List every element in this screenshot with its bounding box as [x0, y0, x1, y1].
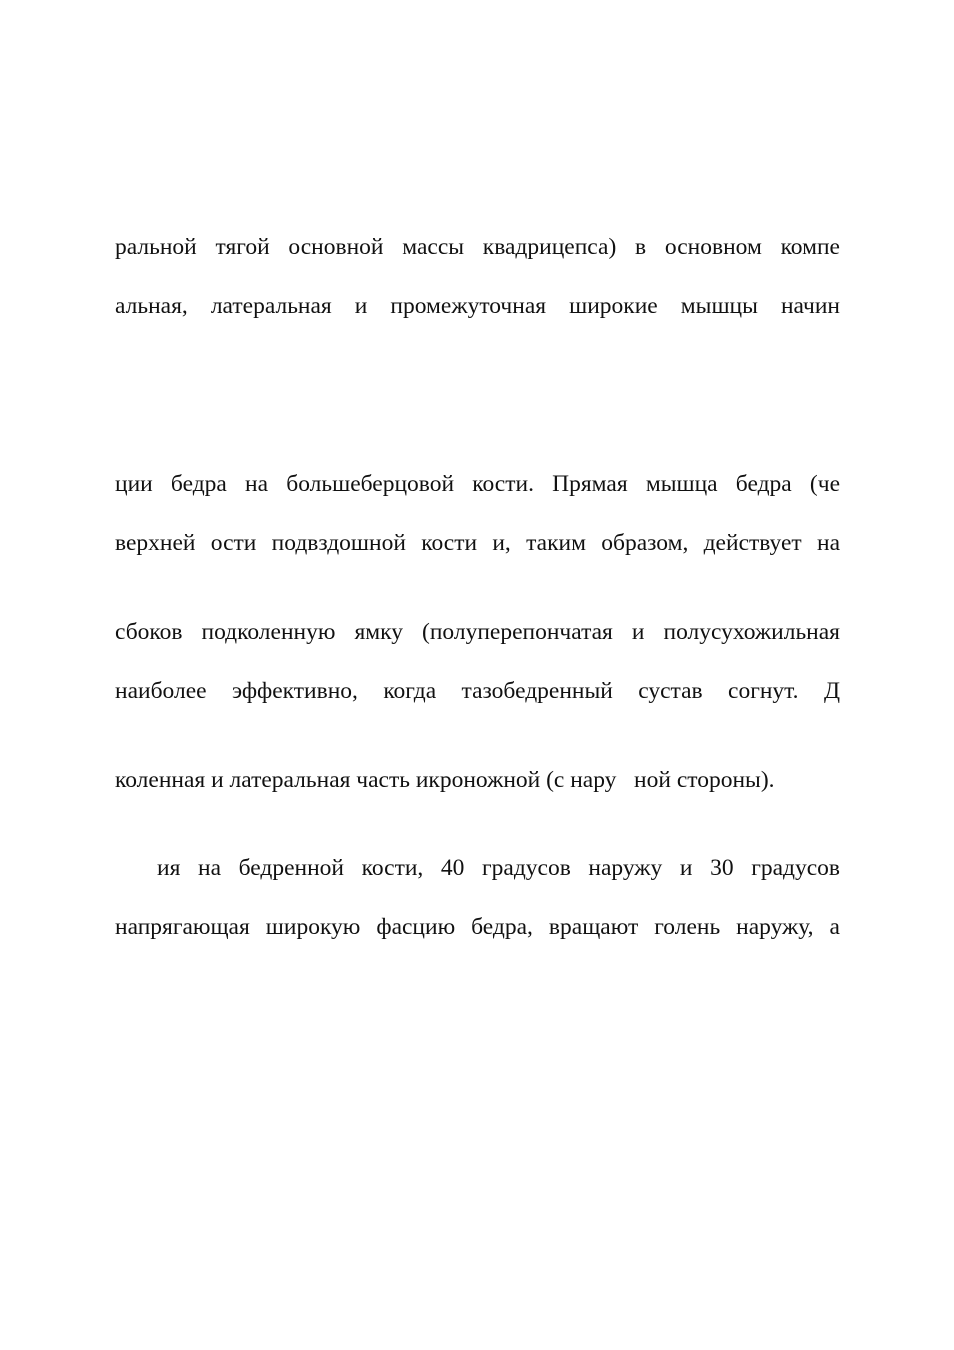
text-line: ия на бедренной кости, 40 градусов наружу и 30 градусов — [157, 855, 840, 881]
text-line: ральной тягой основной массы квадрицепса) в основном компе — [115, 234, 840, 260]
text-line: верхней ости подвздошной кости и, таким образом, действует на — [115, 530, 840, 556]
text-line: сбоков подколенную ямку (полуперепончатая и полусухожильная — [115, 619, 840, 645]
text-line: ции бедра на большеберцовой кости. Прямая мышца бедра (че — [115, 471, 840, 497]
text-line: альная, латеральная и промежуточная широкие мышцы начин — [115, 293, 840, 319]
text-line: напрягающая широкую фасцию бедра, вращают голень наружу, а — [115, 914, 840, 940]
text-line: наиболее эффективно, когда тазобедренный сустав согнут. Д — [115, 678, 840, 704]
text-line: коленная и латеральная часть икроножной (с нару ной стороны). — [115, 767, 775, 793]
